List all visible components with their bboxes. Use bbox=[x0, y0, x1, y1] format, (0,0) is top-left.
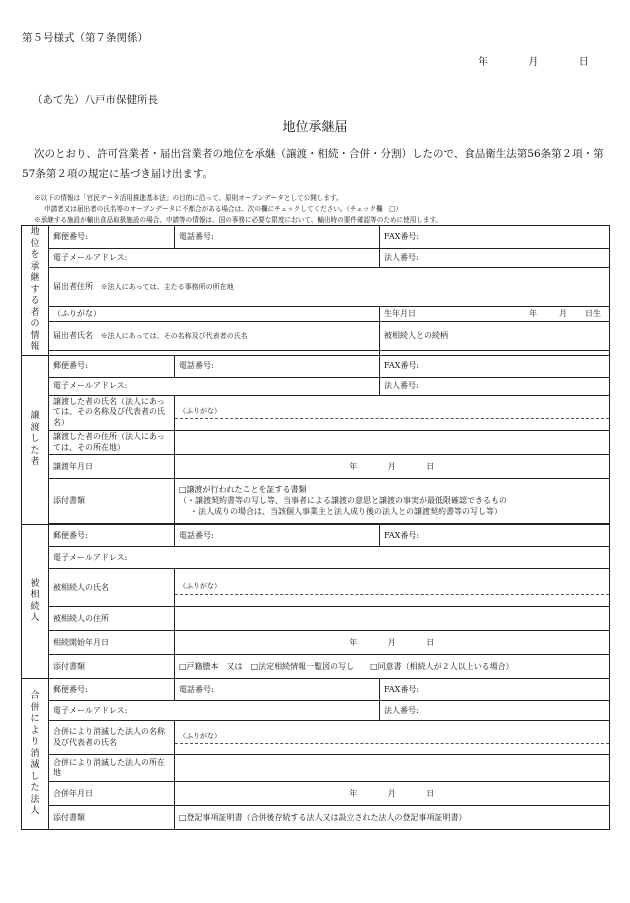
inheritance-date-field[interactable] bbox=[175, 631, 610, 655]
transfer-day-label: 日 bbox=[426, 461, 435, 471]
page-title: 地位承継届 bbox=[282, 120, 348, 135]
successor-name-note: ※法人にあっては、その名称及び代表者の氏名 bbox=[100, 331, 248, 340]
decedent-name-field[interactable] bbox=[175, 569, 610, 607]
transfer-year-label: 年 bbox=[349, 461, 358, 471]
decedent-address-label: 被相続人の住所 bbox=[49, 607, 175, 631]
notification-form bbox=[21, 225, 610, 830]
transfer-attach-label: 添付書類 bbox=[49, 479, 175, 524]
decedent-attach-label: 添付書類 bbox=[49, 655, 175, 679]
merged-corp-furigana-label: （ふりがな） bbox=[175, 731, 609, 744]
opendata-note: ※以下の情報は「官民データ活用推進基本法」の目的に沿って、原則オープンデータとして公開します。 bbox=[34, 194, 343, 202]
opendata-optout-note: 申請者又は届出者の氏名等のオープンデータに不都合がある場合は、次の欄にチェックしてください。（チェック欄 □） bbox=[44, 205, 402, 213]
date-year-label: 年 bbox=[478, 57, 488, 68]
successor-postal-field[interactable]: 郵便番号: bbox=[49, 226, 175, 249]
transfer-attach-line-1[interactable]: □譲渡が行われたことを証する書類 bbox=[179, 485, 307, 495]
transferor-address-label: 譲渡した者の住所（法人にあっては、その所在地） bbox=[49, 430, 175, 455]
section-merger-heading: 合併により消滅した法人 bbox=[22, 679, 49, 830]
transfer-date-label: 譲渡年月日 bbox=[49, 455, 175, 479]
successor-fax-field[interactable]: FAX番号: bbox=[380, 226, 610, 249]
transfer-attach-field[interactable] bbox=[175, 479, 610, 524]
birth-year-label: 年 bbox=[529, 308, 538, 318]
transfer-phone-field[interactable]: 電話番号: bbox=[175, 355, 380, 377]
decedent-attach-field[interactable]: □戸籍謄本 又は □法定相続情報一覧図の写し □同意書（相続人が２人以上いる場合） bbox=[175, 655, 610, 679]
successor-address-note: ※法人にあっては、主たる事務所の所在地 bbox=[100, 282, 234, 291]
transfer-attach-line-3: ・法人成りの場合は、当該個人事業主と法人成り後の法人との譲渡契約書等の写し等） bbox=[190, 506, 502, 516]
decedent-furigana-label: （ふりがな） bbox=[175, 581, 609, 595]
section-successor-heading: 地位を承継する者の情報 bbox=[22, 226, 49, 356]
birth-suffix-label: 生 bbox=[593, 308, 602, 318]
birth-day-label: 日 bbox=[585, 308, 594, 318]
transferor-furigana-label: （ふりがな） bbox=[175, 406, 609, 419]
merged-corp-address-label: 合併により消滅した法人の所在地 bbox=[49, 755, 175, 782]
transfer-email-field[interactable]: 電子メールアドレス: bbox=[49, 377, 380, 395]
successor-email-field[interactable]: 電子メールアドレス: bbox=[49, 249, 380, 268]
merger-day-label: 日 bbox=[426, 788, 435, 798]
transferor-name-field[interactable] bbox=[175, 395, 610, 430]
merged-corp-name-label: 合併により消滅した法人の名称及び代表者の氏名 bbox=[49, 721, 175, 755]
merged-corp-name-field[interactable] bbox=[175, 721, 610, 755]
transfer-corp-no-field[interactable]: 法人番号: bbox=[380, 377, 610, 395]
addressee: （あて先）八戸市保健所長 bbox=[32, 94, 158, 106]
inheritance-year-label: 年 bbox=[349, 637, 358, 647]
successor-birthdate-field[interactable] bbox=[380, 307, 610, 322]
merged-corp-address-field[interactable] bbox=[175, 755, 610, 782]
merger-date-label: 合併年月日 bbox=[49, 782, 175, 806]
transfer-date-field[interactable] bbox=[175, 455, 610, 479]
submission-date bbox=[478, 53, 589, 68]
successor-phone-field[interactable]: 電話番号: bbox=[175, 226, 380, 249]
successor-name-field[interactable] bbox=[49, 321, 380, 351]
decedent-email-field[interactable]: 電子メールアドレス: bbox=[49, 547, 610, 569]
merger-month-label: 月 bbox=[387, 788, 397, 798]
intro-text: 次のとおり、許可営業者・届出営業者の地位を承継（譲渡・相続・合併・分割）したので、食品衛生法第56条第２項・第57条第２項の規定に基づき届け出ます。 bbox=[22, 148, 604, 180]
successor-address-field[interactable] bbox=[49, 268, 610, 307]
birth-month-label: 月 bbox=[559, 308, 568, 318]
section-decedent-heading: 被相続人 bbox=[22, 525, 49, 679]
birthdate-label: 生年月日 bbox=[384, 308, 417, 318]
transfer-postal-field[interactable]: 郵便番号: bbox=[49, 355, 175, 377]
merger-email-field[interactable]: 電子メールアドレス: bbox=[49, 701, 380, 721]
section-transfer-heading: 譲渡した者 bbox=[22, 355, 49, 525]
transfer-fax-field[interactable]: FAX番号: bbox=[380, 355, 610, 377]
date-day-label: 日 bbox=[578, 57, 589, 68]
relation-field[interactable]: 被相続人との続柄 bbox=[380, 321, 610, 351]
transferor-name-label: 譲渡した者の氏名（法人にあっては、その名称及び代表者の氏名） bbox=[49, 395, 175, 430]
decedent-address-field[interactable] bbox=[175, 607, 610, 631]
merger-fax-field[interactable]: FAX番号: bbox=[380, 679, 610, 701]
transferor-address-field[interactable] bbox=[175, 430, 610, 455]
successor-address-label: 届出者住所 bbox=[53, 281, 93, 291]
merger-postal-field[interactable]: 郵便番号: bbox=[49, 679, 175, 701]
merger-attach-label: 添付書類 bbox=[49, 806, 175, 830]
export-note: ※承継する施設が輸出食品取扱施設の場合、申請等の情報は、国の事務に必要な限度において、輸出時の要件確認等のために使用します。 bbox=[34, 216, 443, 224]
merger-year-label: 年 bbox=[349, 788, 358, 798]
decedent-name-label: 被相続人の氏名 bbox=[49, 569, 175, 607]
decedent-postal-field[interactable]: 郵便番号: bbox=[49, 525, 175, 547]
inheritance-month-label: 月 bbox=[387, 637, 397, 647]
date-month-label: 月 bbox=[528, 57, 539, 68]
inheritance-day-label: 日 bbox=[426, 637, 435, 647]
form-number: 第５号様式（第７条関係） bbox=[22, 32, 148, 44]
decedent-phone-field[interactable]: 電話番号: bbox=[175, 525, 380, 547]
successor-name-label: 届出者氏名 bbox=[53, 330, 93, 340]
merger-corp-no-field[interactable]: 法人番号: bbox=[380, 701, 610, 721]
merger-date-field[interactable] bbox=[175, 782, 610, 806]
successor-furigana-field[interactable]: （ふりがな） bbox=[49, 307, 380, 322]
merger-attach-field[interactable]: □登記事項証明書（合併後存続する法人又は設立された法人の登記事項証明書） bbox=[175, 806, 610, 830]
merger-phone-field[interactable]: 電話番号: bbox=[175, 679, 380, 701]
successor-corp-no-field[interactable]: 法人番号: bbox=[380, 249, 610, 268]
transfer-month-label: 月 bbox=[387, 461, 397, 471]
transfer-attach-line-2: （・譲渡契約書等の写し等、当事者による譲渡の意思と譲渡の事実が最低限確認できるもの bbox=[179, 496, 507, 506]
decedent-fax-field[interactable]: FAX番号: bbox=[380, 525, 610, 547]
inheritance-date-label: 相続開始年月日 bbox=[49, 631, 175, 655]
